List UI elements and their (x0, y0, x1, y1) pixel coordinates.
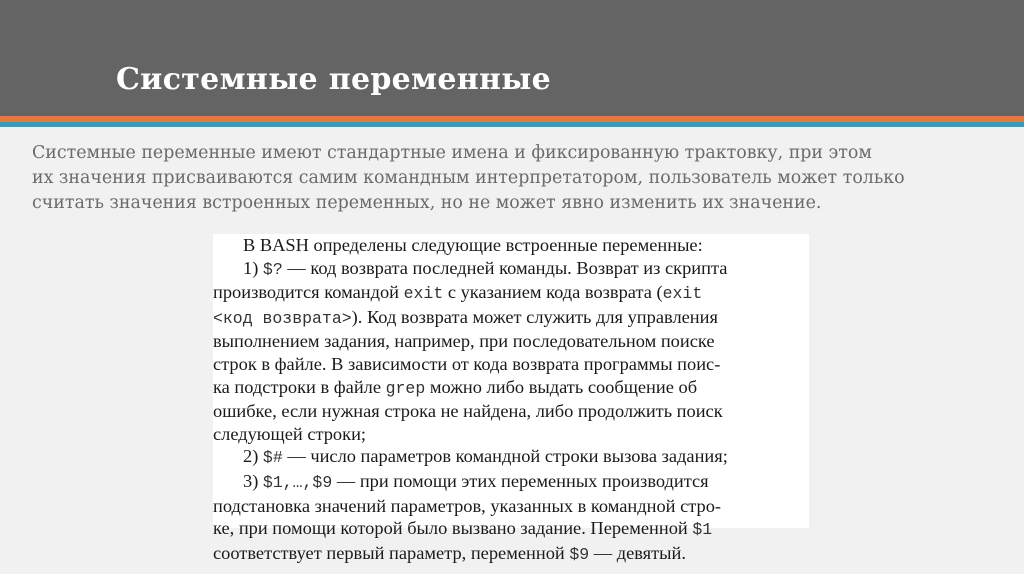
excerpt-line: В BASH определены следующие встроенные переменные: (243, 235, 703, 255)
text-run: производится командой (213, 282, 404, 303)
text-run: — при помощи этих переменных производится (332, 470, 709, 491)
accent-stripe-blue (0, 122, 1024, 127)
excerpt-line: следующей строки; (213, 423, 367, 444)
text-run: ке, при помощи которой было вызвано задание. Переменной (213, 518, 693, 539)
book-excerpt-image (213, 234, 809, 564)
code-token: $1,…,$9 (262, 472, 333, 492)
text-run: можно либо выдать сообщение об (425, 376, 698, 397)
excerpt-line: выполнением задания, например, при последовательном поиске (213, 331, 715, 352)
text-run: ка подстроки в файле (213, 376, 386, 397)
excerpt-line (213, 306, 803, 331)
excerpt-line: подстановка значений параметров, указанных в командной стро- (213, 495, 722, 516)
excerpt-line (243, 445, 803, 470)
code-token: $# (262, 448, 283, 468)
item-number: 1) (243, 257, 263, 278)
excerpt-line (213, 376, 803, 401)
text-run: с указанием кода возврата ( (443, 282, 663, 303)
excerpt-line: ошибке, если нужная строка не найдена, либо продолжить поиск (213, 401, 723, 422)
slide-title: Системные переменные (116, 62, 552, 97)
code-token: $1 (692, 520, 713, 540)
text-run: соответствует первый параметр, переменной (213, 542, 570, 563)
excerpt-line (213, 517, 803, 542)
header-bar (0, 0, 1024, 116)
intro-line: считать значения встроенных переменных, но не может явно изменить их значение. (32, 193, 822, 213)
book-excerpt-text (213, 234, 803, 566)
code-token: grep (385, 378, 426, 398)
code-token: $9 (569, 544, 590, 564)
intro-line: Системные переменные имеют стандартные имена и фиксированную трактовку, при этом (32, 143, 872, 163)
code-token: $? (262, 259, 283, 279)
excerpt-line: строк в файле. В зависимости от кода возврата программы поис- (213, 353, 721, 374)
code-token: exit (662, 284, 703, 304)
excerpt-line (243, 470, 803, 495)
text-run: ). Код возврата может служить для управления (351, 306, 718, 327)
text-run: — девятый. (589, 542, 686, 563)
intro-paragraph (32, 141, 992, 216)
excerpt-line (213, 542, 803, 567)
excerpt-line (213, 281, 803, 306)
code-token: <код возврата> (213, 308, 352, 328)
intro-line: их значения присваиваются самим командным интерпретатором, пользователь может только (32, 168, 905, 188)
text-run: — число параметров командной строки вызова задания; (282, 446, 728, 467)
excerpt-line (243, 257, 803, 282)
text-run: — код возврата последней команды. Возврат из скрипта (282, 257, 728, 278)
item-number: 2) (243, 446, 263, 467)
item-number: 3) (243, 470, 263, 491)
code-token: exit (403, 284, 444, 304)
